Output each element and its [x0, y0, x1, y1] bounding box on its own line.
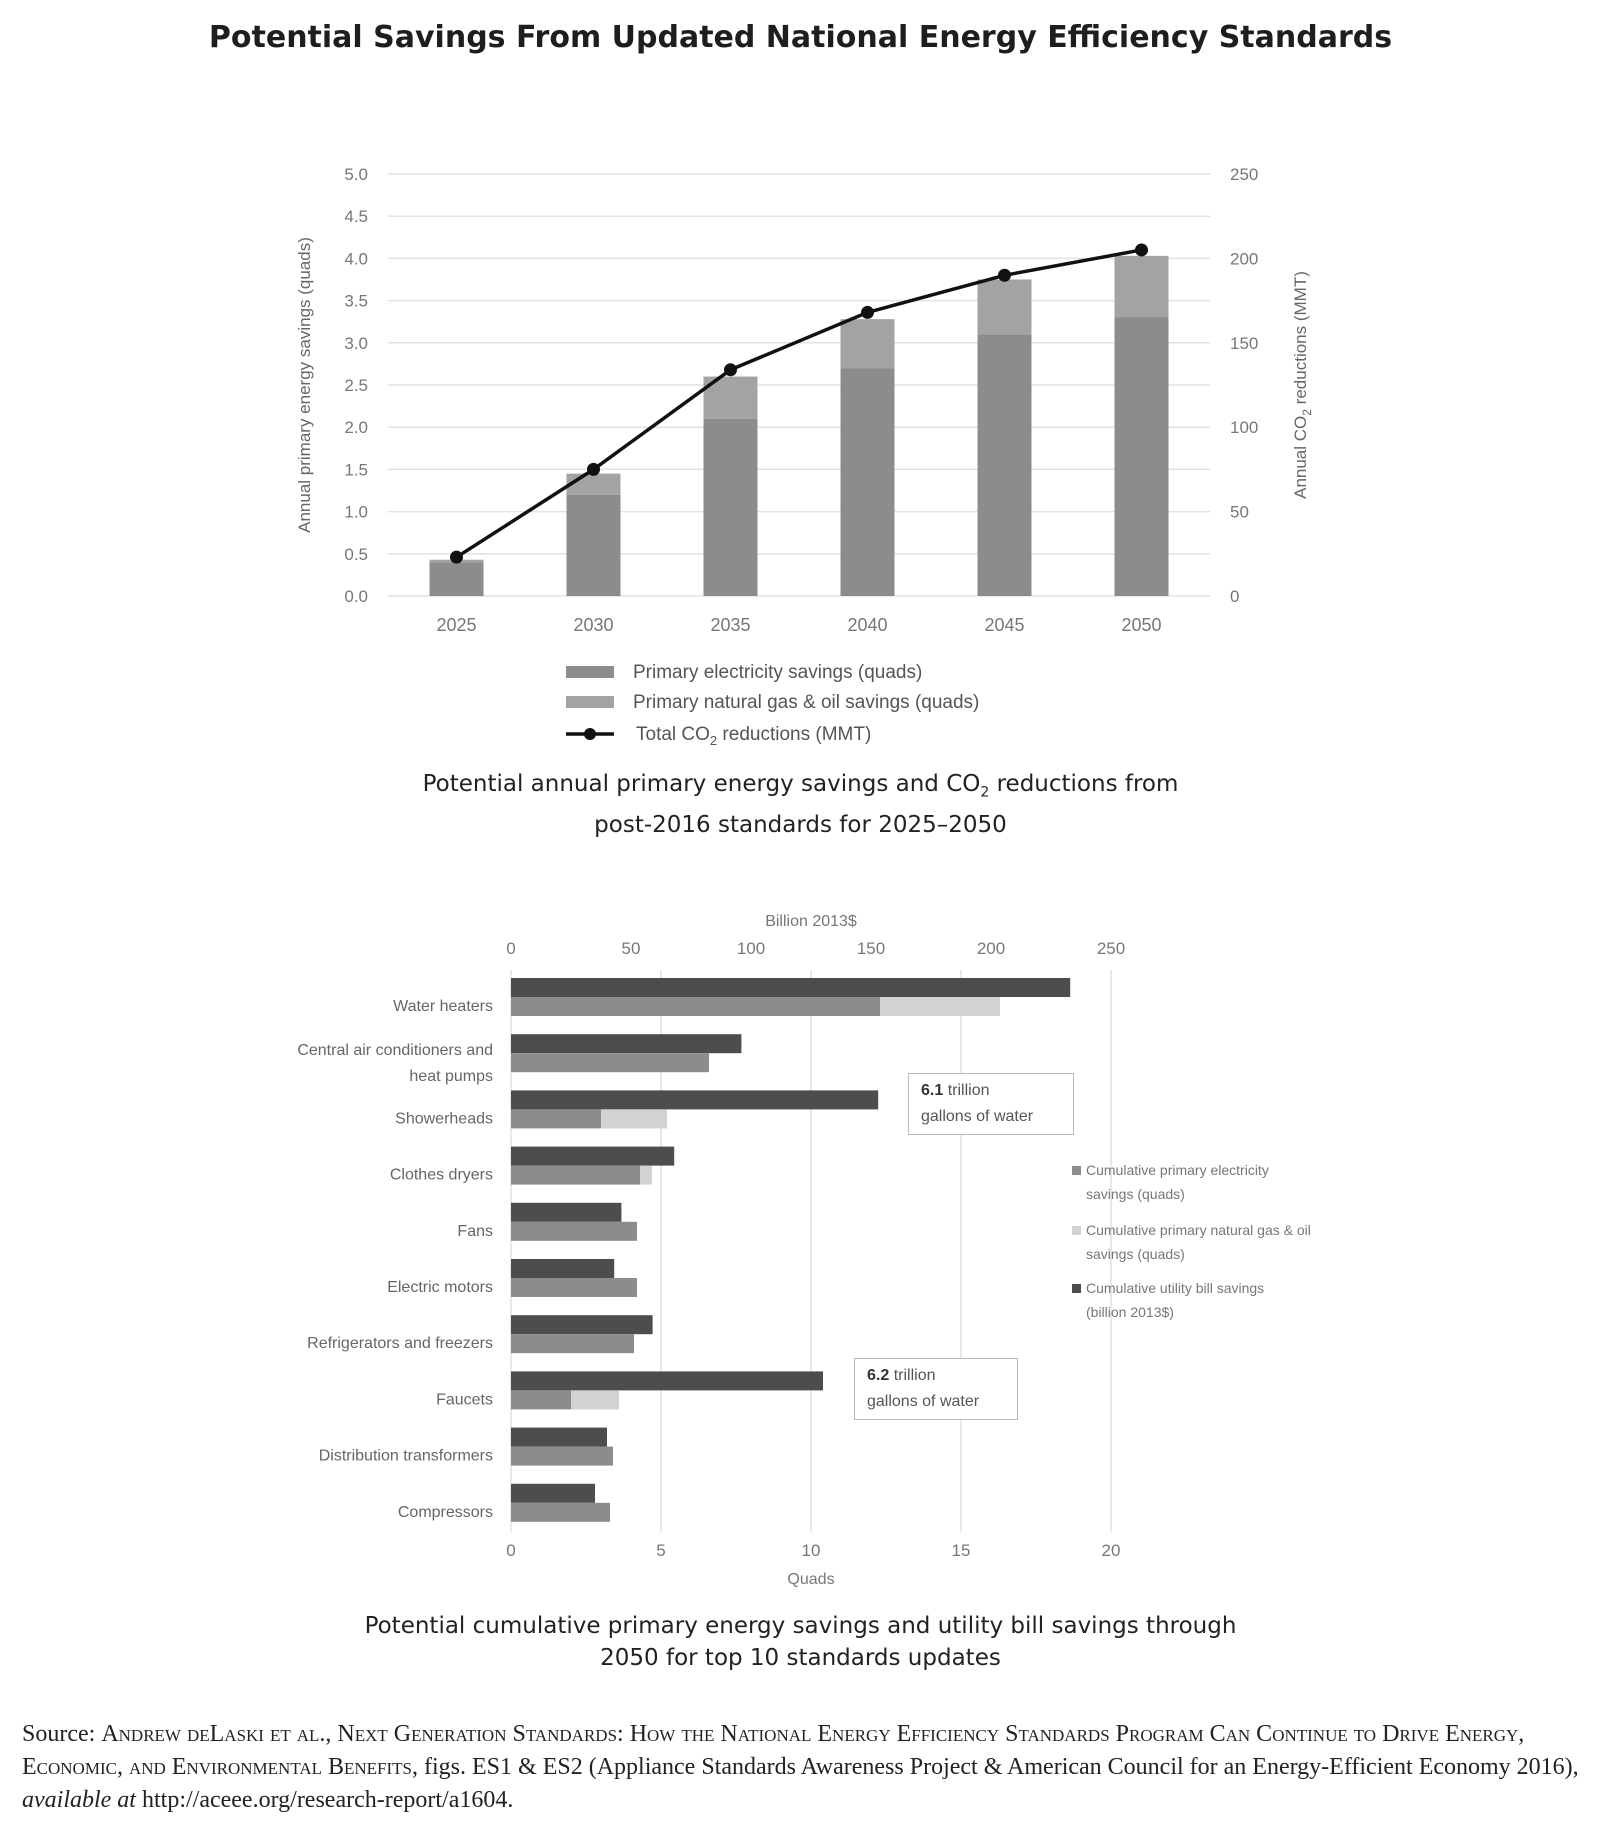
hbar-electricity-central-air-conditioners-and-heat-pumps [511, 1053, 709, 1072]
category-label-refrigerators-and-freezers: Refrigerators and freezers [307, 1335, 493, 1353]
source-available-at: available at [22, 1787, 136, 1813]
left-axis-tick-5: 2.5 [344, 376, 368, 395]
hbar-utility-central-air-conditioners-and-heat-pumps [511, 1034, 741, 1053]
top-axis-tick-1: 50 [621, 939, 641, 958]
left-axis-tick-10: 5.0 [344, 165, 368, 184]
hbar-electricity-showerheads [511, 1109, 601, 1128]
left-axis-tick-7: 3.5 [344, 291, 368, 311]
left-axis-tick-1: 0.5 [344, 544, 368, 564]
category-label-clothes-dryers: Clothes dryers [389, 1166, 493, 1184]
page-title: Potential Savings From Updated National Energy Efficiency Standards [208, 20, 1393, 55]
faucets-callout-text: gallons of water [867, 1393, 980, 1410]
legend-label-co2-pre: Total CO [636, 724, 710, 745]
hlegend-label-gas-oil-1: Cumulative primary natural gas & oil [1086, 1222, 1311, 1238]
right-axis-tick-0: 0 [1230, 587, 1240, 606]
category-label-central-air-conditioners-and-heat-pumps-1: heat pumps [409, 1068, 493, 1086]
hbar-electricity-water-heaters [511, 997, 880, 1016]
source-lead: Source: [22, 1721, 102, 1747]
annual-caption-line1-sub: 2 [980, 784, 990, 801]
left-axis-tick-2: 1.0 [344, 502, 368, 522]
source-authors: Andrew deLaski et al. [101, 1721, 326, 1747]
hbar-gas-oil-faucets [571, 1390, 619, 1409]
bottom-axis-tick-0: 0 [506, 1541, 516, 1560]
hbar-utility-faucets [511, 1371, 823, 1390]
hlegend-label-gas-oil-2: savings (quads) [1086, 1246, 1185, 1262]
faucets-callout-unit: trillion [889, 1367, 936, 1384]
source-figs: , figs. ES1 & ES2 (Appliance Standards Awareness Project & American Council for an Energy-Efficient Economy 2016), [412, 1754, 1579, 1780]
top-axis-tick-2: 100 [736, 939, 766, 958]
left-axis-tick-9: 4.5 [344, 207, 368, 227]
category-label-electric-motors: Electric motors [387, 1279, 493, 1296]
legend-label-co2-post: reductions (MMT) [717, 724, 872, 745]
annual-caption-line2: post-2016 standards for 2025–2050 [594, 811, 1007, 838]
left-axis-tick-8: 4.0 [344, 249, 368, 269]
hbar-utility-clothes-dryers [511, 1147, 674, 1166]
legend-label-gas-oil: Primary natural gas & oil savings (quads) [633, 692, 980, 713]
showerheads-water-callout [908, 1073, 1074, 1135]
hbar-gas-oil-water-heaters [880, 997, 1000, 1016]
left-axis-tick-6: 3.0 [344, 333, 368, 353]
showerheads-callout-unit: trillion [943, 1082, 990, 1099]
hbar-utility-electric-motors [511, 1259, 614, 1278]
hbar-utility-showerheads [511, 1090, 878, 1109]
left-axis-tick-4: 2.0 [344, 418, 368, 438]
x-tick-2035: 2035 [710, 615, 751, 635]
legend-label-electricity: Primary electricity savings (quads) [633, 662, 923, 683]
hlegend-label-utility-2: (billion 2013$) [1086, 1304, 1174, 1320]
left-axis-tick-3: 1.5 [344, 460, 368, 480]
faucets-callout-value: 6.2 [867, 1367, 890, 1384]
bottom-axis-tick-2: 10 [801, 1541, 821, 1560]
hlegend-label-utility-1: Cumulative utility bill savings [1086, 1280, 1265, 1296]
hlegend-swatch-utility [1072, 1284, 1081, 1293]
hbar-electricity-electric-motors [511, 1278, 637, 1297]
source-url: http://aceee.org/research-report/a1604. [135, 1787, 514, 1813]
left-axis-tick-0: 0.0 [344, 587, 368, 606]
source-citation [22, 1718, 1582, 1817]
left-axis-label: Annual primary energy savings (quads) [295, 237, 314, 533]
cumulative-caption-line2: 2050 for top 10 standards updates [600, 1645, 1001, 1671]
x-tick-2030: 2030 [573, 615, 614, 635]
bottom-axis-label: Quads [787, 1571, 835, 1588]
bottom-axis-tick-1: 5 [656, 1541, 666, 1560]
showerheads-callout-value: 6.1 [921, 1082, 944, 1099]
category-label-showerheads: Showerheads [395, 1110, 493, 1128]
legend-label-co2-sub: 2 [709, 733, 718, 748]
hbar-gas-oil-showerheads [601, 1109, 667, 1128]
hbar-utility-compressors [511, 1484, 595, 1503]
source-title: Next Generation Standards: How the National Energy Efficiency Standards Program Can Continue to Drive Energy, Economic, and Environmental Benefits [22, 1721, 1525, 1780]
category-label-compressors: Compressors [397, 1503, 493, 1521]
hbar-utility-water-heaters [511, 978, 1070, 997]
hbar-utility-distribution-transformers [511, 1428, 607, 1447]
right-axis-label-sub: 2 [1300, 409, 1314, 416]
top-axis-label: Billion 2013$ [765, 913, 857, 930]
hbar-electricity-clothes-dryers [511, 1166, 640, 1185]
category-label-faucets: Faucets [436, 1391, 493, 1409]
faucets-water-callout [854, 1358, 1018, 1420]
top-axis-tick-4: 200 [976, 939, 1006, 958]
hlegend-swatch-electricity [1072, 1166, 1081, 1175]
hbar-electricity-compressors [511, 1503, 610, 1522]
source-comma: , [325, 1721, 338, 1747]
right-axis-tick-1: 50 [1230, 502, 1249, 522]
hlegend-label-electricity-2: savings (quads) [1086, 1186, 1185, 1202]
x-tick-2050: 2050 [1121, 615, 1162, 635]
right-axis-label-pre: Annual CO [1291, 415, 1310, 499]
right-axis-tick-2: 100 [1230, 418, 1259, 438]
hbar-utility-fans [511, 1203, 621, 1222]
hlegend-swatch-gas-oil [1072, 1226, 1081, 1235]
right-axis-label-post: reductions (MMT) [1291, 271, 1310, 410]
hbar-electricity-refrigerators-and-freezers [511, 1334, 634, 1353]
category-label-distribution-transformers: Distribution transformers [318, 1447, 493, 1465]
top-axis-tick-3: 150 [856, 939, 886, 958]
category-label-central-air-conditioners-and-heat-pumps-0: Central air conditioners and [297, 1042, 493, 1060]
category-label-fans: Fans [457, 1222, 493, 1240]
bottom-axis-tick-4: 20 [1101, 1541, 1121, 1560]
x-tick-2040: 2040 [847, 615, 888, 635]
cumulative-caption-line1: Potential cumulative primary energy savings and utility bill savings through [364, 1613, 1237, 1639]
showerheads-callout-text: gallons of water [921, 1108, 1034, 1125]
hlegend-label-electricity-1: Cumulative primary electricity [1086, 1162, 1269, 1178]
x-tick-2045: 2045 [984, 615, 1025, 635]
hbar-electricity-fans [511, 1222, 637, 1241]
annual-caption-line1-post: reductions from [989, 771, 1179, 797]
x-tick-2025: 2025 [436, 615, 477, 635]
right-axis-tick-4: 200 [1230, 249, 1259, 269]
top-axis-tick-0: 0 [506, 939, 516, 958]
top-axis-tick-5: 250 [1096, 939, 1126, 958]
hbar-gas-oil-clothes-dryers [640, 1166, 652, 1185]
right-axis-tick-3: 150 [1230, 333, 1259, 353]
category-label-water-heaters: Water heaters [393, 998, 493, 1015]
annual-caption-line1-pre: Potential annual primary energy savings and CO [422, 771, 981, 797]
right-axis-tick-5: 250 [1230, 165, 1259, 184]
hbar-electricity-faucets [511, 1390, 571, 1409]
hbar-utility-refrigerators-and-freezers [511, 1315, 653, 1334]
hbar-electricity-distribution-transformers [511, 1447, 613, 1466]
bottom-axis-tick-3: 15 [951, 1541, 971, 1560]
cumulative-chart-caption [0, 1610, 1601, 1674]
